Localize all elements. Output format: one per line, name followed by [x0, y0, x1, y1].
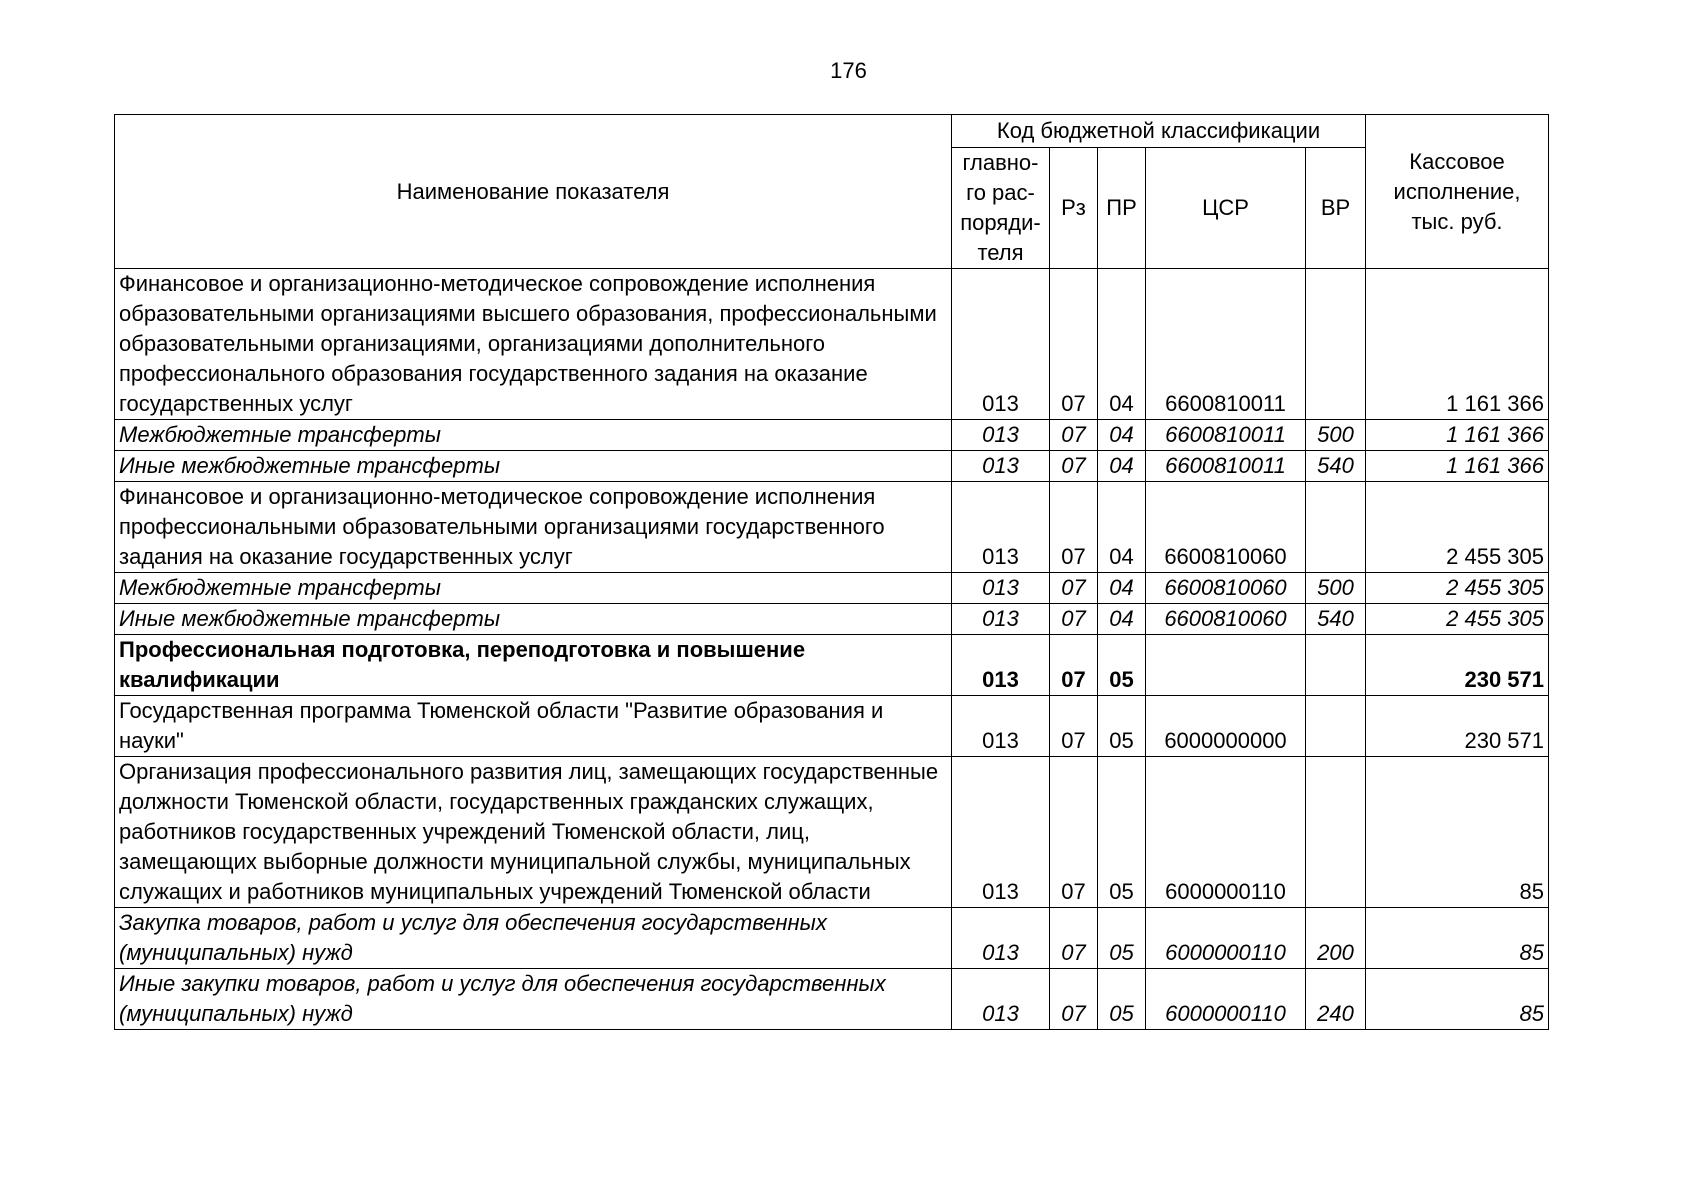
header-pr: ПР: [1098, 148, 1146, 269]
header-chief-administrator: главно-го рас-поряди-теля: [952, 148, 1050, 269]
row-amount: 2 455 305: [1366, 604, 1549, 635]
row-glav: 013: [952, 451, 1050, 482]
row-vr: 500: [1306, 573, 1366, 604]
row-pr: 05: [1098, 696, 1146, 757]
row-amount: 1 161 366: [1366, 269, 1549, 420]
row-amount: 230 571: [1366, 635, 1549, 696]
row-pr: 04: [1098, 451, 1146, 482]
header-csr: ЦСР: [1146, 148, 1306, 269]
row-glav: 013: [952, 969, 1050, 1030]
row-amount: 1 161 366: [1366, 451, 1549, 482]
row-amount: 2 455 305: [1366, 573, 1549, 604]
row-csr: 6600810060: [1146, 573, 1306, 604]
row-name: Межбюджетные трансферты: [115, 420, 952, 451]
table-row: [115, 757, 1549, 908]
row-glav: 013: [952, 635, 1050, 696]
table-row: [115, 482, 1549, 573]
table-row: [115, 269, 1549, 420]
row-vr: [1306, 696, 1366, 757]
row-name: Закупка товаров, работ и услуг для обеспечения государственных (муниципальных) нужд: [115, 908, 952, 969]
row-rz: 07: [1050, 420, 1098, 451]
row-rz: 07: [1050, 696, 1098, 757]
row-pr: 04: [1098, 604, 1146, 635]
row-vr: [1306, 269, 1366, 420]
row-name: Межбюджетные трансферты: [115, 573, 952, 604]
row-name: Иные межбюджетные трансферты: [115, 604, 952, 635]
row-csr: 6000000110: [1146, 908, 1306, 969]
row-rz: 07: [1050, 482, 1098, 573]
row-rz: 07: [1050, 757, 1098, 908]
row-glav: 013: [952, 420, 1050, 451]
row-glav: 013: [952, 908, 1050, 969]
row-rz: 07: [1050, 969, 1098, 1030]
row-pr: 05: [1098, 635, 1146, 696]
row-csr: 6600810060: [1146, 604, 1306, 635]
row-csr: [1146, 635, 1306, 696]
row-rz: 07: [1050, 604, 1098, 635]
row-csr: 6600810060: [1146, 482, 1306, 573]
row-vr: 500: [1306, 420, 1366, 451]
row-amount: 85: [1366, 969, 1549, 1030]
header-cash-execution: Кассовое исполнение, тыс. руб.: [1366, 115, 1549, 269]
page-number: 176: [830, 58, 867, 83]
row-pr: 05: [1098, 757, 1146, 908]
row-amount: 230 571: [1366, 696, 1549, 757]
row-pr: 04: [1098, 420, 1146, 451]
row-vr: 540: [1306, 604, 1366, 635]
budget-execution-table: [114, 114, 1549, 1030]
table-row: [115, 696, 1549, 757]
row-pr: 05: [1098, 908, 1146, 969]
row-pr: 05: [1098, 969, 1146, 1030]
row-amount: 2 455 305: [1366, 482, 1549, 573]
row-name: Профессиональная подготовка, переподготовка и повышение квалификации: [115, 635, 952, 696]
row-name: Финансовое и организационно-методическое сопровождение исполнения профессиональными образовательными организациями государственного задания на оказание государственных услуг: [115, 482, 952, 573]
row-csr: 6000000110: [1146, 757, 1306, 908]
row-pr: 04: [1098, 573, 1146, 604]
row-glav: 013: [952, 269, 1050, 420]
row-glav: 013: [952, 696, 1050, 757]
row-csr: 6000000110: [1146, 969, 1306, 1030]
table-row: [115, 573, 1549, 604]
row-name: Финансовое и организационно-методическое сопровождение исполнения образовательными организациями высшего образования, профессиональными образовательными организациями, организациями дополнительного профессионального образования государственного задания на оказание государственных услуг: [115, 269, 952, 420]
table-row: [115, 635, 1549, 696]
row-rz: 07: [1050, 635, 1098, 696]
header-vr: ВР: [1306, 148, 1366, 269]
row-name: Государственная программа Тюменской области "Развитие образования и науки": [115, 696, 952, 757]
row-glav: 013: [952, 573, 1050, 604]
table-row: [115, 908, 1549, 969]
header-indicator-name: Наименование показателя: [115, 115, 952, 269]
row-vr: [1306, 635, 1366, 696]
row-csr: 6600810011: [1146, 269, 1306, 420]
row-vr: 240: [1306, 969, 1366, 1030]
row-glav: 013: [952, 482, 1050, 573]
row-rz: 07: [1050, 451, 1098, 482]
row-vr: 200: [1306, 908, 1366, 969]
table-row: [115, 420, 1549, 451]
table-row: [115, 969, 1549, 1030]
row-name: Организация профессионального развития лиц, замещающих государственные должности Тюменской области, государственных гражданских служащих, работников государственных учреждений Тюменской области, лиц, замещающих выборные должности муниципальной службы, муниципальных служащих и работников муниципальных учреждений Тюменской области: [115, 757, 952, 908]
row-amount: 1 161 366: [1366, 420, 1549, 451]
row-csr: 6000000000: [1146, 696, 1306, 757]
row-rz: 07: [1050, 269, 1098, 420]
row-vr: 540: [1306, 451, 1366, 482]
row-amount: 85: [1366, 757, 1549, 908]
row-csr: 6600810011: [1146, 451, 1306, 482]
row-glav: 013: [952, 604, 1050, 635]
row-vr: [1306, 482, 1366, 573]
row-glav: 013: [952, 757, 1050, 908]
row-rz: 07: [1050, 573, 1098, 604]
table-row: [115, 604, 1549, 635]
row-rz: 07: [1050, 908, 1098, 969]
table-row: [115, 451, 1549, 482]
header-budget-classification-code: Код бюджетной классификации: [952, 115, 1366, 148]
row-amount: 85: [1366, 908, 1549, 969]
row-csr: 6600810011: [1146, 420, 1306, 451]
row-name: Иные закупки товаров, работ и услуг для обеспечения государственных (муниципальных) нужд: [115, 969, 952, 1030]
row-pr: 04: [1098, 482, 1146, 573]
row-name: Иные межбюджетные трансферты: [115, 451, 952, 482]
header-rz: Рз: [1050, 148, 1098, 269]
row-vr: [1306, 757, 1366, 908]
row-pr: 04: [1098, 269, 1146, 420]
